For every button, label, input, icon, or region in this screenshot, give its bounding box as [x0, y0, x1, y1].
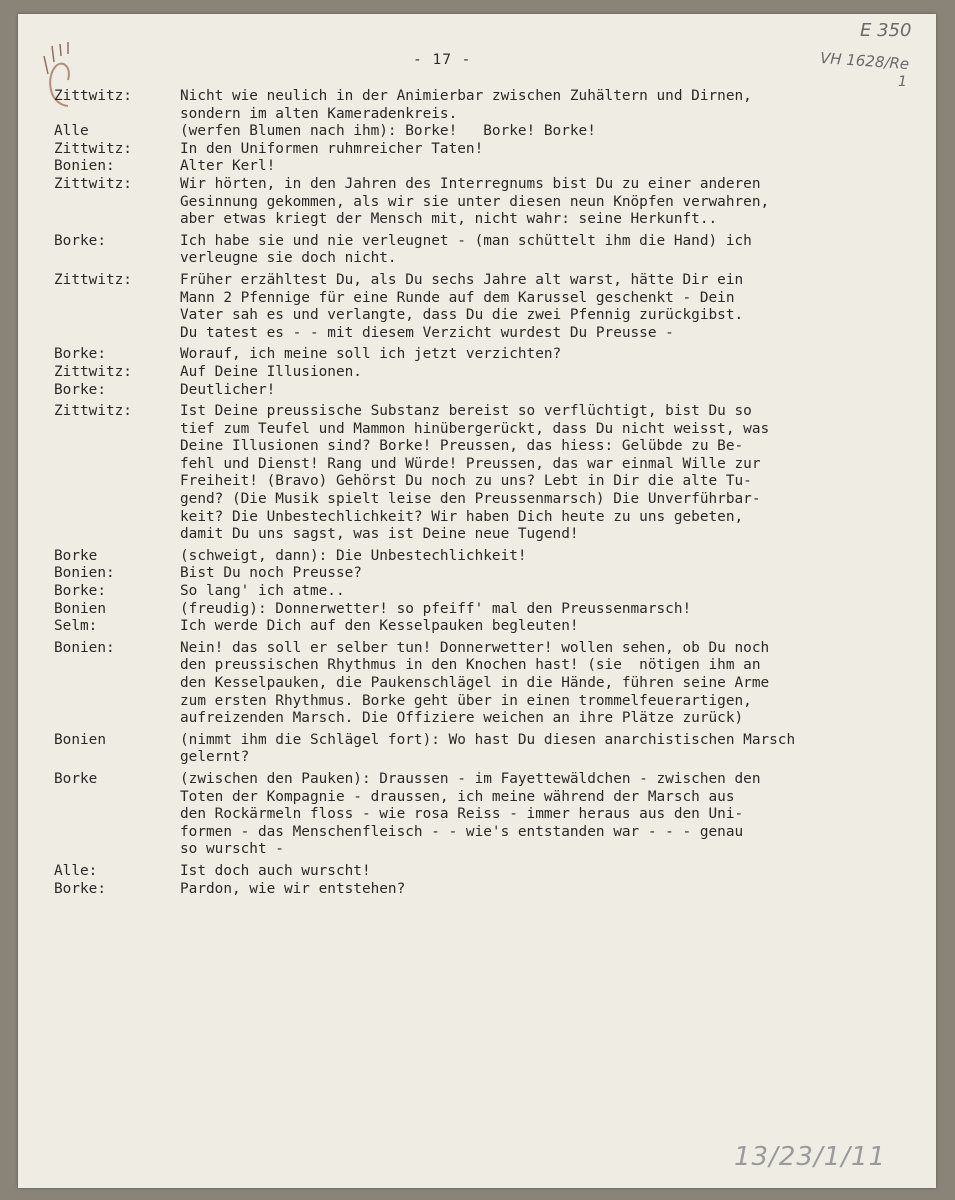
speaker-name: Zittwitz: [54, 140, 132, 157]
dialogue-text: Früher erzähltest Du, als Du sechs Jahre alt warst, hätte Dir ein [180, 271, 744, 288]
dialogue-line [18, 194, 936, 212]
dialogue-text: Bist Du noch Preusse? [180, 565, 362, 582]
typewritten-page [18, 14, 936, 1188]
dialogue-line [18, 863, 936, 881]
speaker-name: Borke: [54, 583, 106, 600]
dialogue-line [18, 526, 936, 544]
dialogue-line [18, 176, 936, 194]
archive-note-signature: VH 1628/Re [819, 48, 910, 74]
dialogue-text: Auf Deine Illusionen. [180, 363, 362, 380]
dialogue-text: formen - das Menschenfleisch - - wie's entstanden war - - - genau [180, 823, 744, 840]
dialogue-line [18, 824, 936, 842]
speaker-name: Borke: [54, 232, 106, 249]
dialogue-line [18, 841, 936, 859]
dialogue-text: Pardon, wie wir entstehen? [180, 880, 406, 897]
dialogue-text: Deutlicher! [180, 381, 276, 398]
dialogue-text: gend? (Die Musik spielt leise den Preussenmarsch) Die Unverführbar- [180, 491, 761, 508]
dialogue-text: zum ersten Rhythmus. Borke geht über in einen trommelfeuerartigen, [180, 692, 752, 709]
dialogue-line [18, 675, 936, 693]
dialogue-line [18, 601, 936, 619]
dialogue-line [18, 106, 936, 124]
script-body [18, 88, 936, 898]
dialogue-line [18, 548, 936, 566]
dialogue-line [18, 141, 936, 159]
dialogue-text: Nein! das soll er selber tun! Donnerwetter! wollen sehen, ob Du noch [180, 639, 770, 656]
speaker-name: Zittwitz: [54, 271, 132, 288]
dialogue-text: Nicht wie neulich in der Animierbar zwischen Zuhältern und Dirnen, [180, 88, 752, 104]
dialogue-text: Gesinnung gekommen, als wir sie unter diesen neun Knöpfen verwahren, [180, 193, 770, 210]
dialogue-line [18, 88, 936, 106]
dialogue-text: Toten der Kompagnie - draussen, ich meine während der Marsch aus [180, 788, 735, 805]
dialogue-line [18, 325, 936, 343]
dialogue-line [18, 158, 936, 176]
dialogue-line [18, 509, 936, 527]
dialogue-line [18, 290, 936, 308]
dialogue-line [18, 491, 936, 509]
speaker-name: Alle: [54, 862, 98, 879]
dialogue-line [18, 657, 936, 675]
dialogue-text: keit? Die Unbestechlichkeit? Wir haben Dich heute zu uns gebeten, [180, 508, 744, 525]
dialogue-text: damit Du uns sagst, was ist Deine neue Tugend! [180, 526, 579, 543]
dialogue-text: Ich werde Dich auf den Kesselpauken begleuten! [180, 618, 579, 635]
dialogue-text: aufreizenden Marsch. Die Offiziere weichen an ihre Plätze zurück) [180, 710, 744, 727]
archive-note-sheet: 1 [898, 74, 907, 90]
speaker-name: Borke: [54, 880, 106, 897]
dialogue-line [18, 438, 936, 456]
dialogue-line [18, 583, 936, 601]
dialogue-line [18, 403, 936, 421]
speaker-name: Bonien: [54, 639, 115, 656]
dialogue-text: gelernt? [180, 749, 250, 766]
speaker-name: Borke: [54, 381, 106, 398]
dialogue-text: sondern im alten Kameradenkreis. [180, 105, 458, 122]
dialogue-text: verleugne sie doch nicht. [180, 250, 397, 267]
dialogue-text: Worauf, ich meine soll ich jetzt verzichten? [180, 346, 562, 363]
dialogue-line [18, 364, 936, 382]
dialogue-text: tief zum Teufel und Mammon hinübergerückt, dass Du nicht weisst, was [180, 420, 770, 437]
dialogue-line [18, 382, 936, 400]
dialogue-text: So lang' ich atme.. [180, 583, 345, 600]
dialogue-text: fehl und Dienst! Rang und Würde! Preussen, das war einmal Wille zur [180, 455, 761, 472]
speaker-name: Zittwitz: [54, 88, 132, 104]
speaker-name: Borke [54, 547, 98, 564]
dialogue-text: Mann 2 Pfennige für eine Runde auf dem Karussel geschenkt - Dein [180, 289, 735, 306]
dialogue-text: (freudig): Donnerwetter! so pfeiff' mal den Preussenmarsch! [180, 600, 692, 617]
speaker-name: Zittwitz: [54, 175, 132, 192]
dialogue-text: aber etwas kriegt der Mensch mit, nicht wahr: seine Herkunft.. [180, 211, 718, 228]
speaker-name: Alle [54, 123, 89, 140]
dialogue-text: Wir hörten, in den Jahren des Interregnums bist Du zu einer anderen [180, 175, 761, 192]
page-number: - 17 - [413, 52, 472, 68]
dialogue-line [18, 749, 936, 767]
dialogue-text: (werfen Blumen nach ihm): Borke! Borke! Borke! [180, 123, 596, 140]
archive-note-bottom: 13/23/1/11 [734, 1142, 887, 1172]
dialogue-line [18, 789, 936, 807]
dialogue-line [18, 123, 936, 141]
dialogue-line [18, 881, 936, 899]
dialogue-text: Freiheit! (Bravo) Gehörst Du noch zu uns? Lebt in Dir die alte Tu- [180, 473, 752, 490]
dialogue-text: Deine Illusionen sind? Borke! Preussen, das hiess: Gelübde zu Be- [180, 438, 744, 455]
dialogue-line [18, 473, 936, 491]
speaker-name: Borke: [54, 346, 106, 363]
speaker-name: Zittwitz: [54, 363, 132, 380]
dialogue-text: Ist doch auch wurscht! [180, 862, 371, 879]
speaker-name: Selm: [54, 618, 98, 635]
dialogue-line [18, 565, 936, 583]
speaker-name: Bonien [54, 600, 106, 617]
dialogue-line [18, 307, 936, 325]
dialogue-line [18, 250, 936, 268]
dialogue-text: Ich habe sie und nie verleugnet - (man schüttelt ihm die Hand) ich [180, 232, 752, 249]
dialogue-text: (nimmt ihm die Schlägel fort): Wo hast Du diesen anarchistischen Marsch [180, 731, 796, 748]
dialogue-line [18, 346, 936, 364]
dialogue-line [18, 806, 936, 824]
dialogue-text: den Kesselpauken, die Paukenschlägel in die Hände, führen seine Arme [180, 675, 770, 691]
dialogue-line [18, 456, 936, 474]
dialogue-text: so wurscht - [180, 841, 284, 858]
dialogue-text: Alter Kerl! [180, 158, 276, 175]
speaker-name: Bonien: [54, 565, 115, 582]
dialogue-line [18, 272, 936, 290]
archive-note-e350: E 350 [860, 20, 912, 41]
dialogue-line [18, 771, 936, 789]
dialogue-line [18, 211, 936, 229]
dialogue-line [18, 732, 936, 750]
dialogue-text: Vater sah es und verlangte, dass Du die zwei Pfennig zurückgibst. [180, 307, 744, 324]
dialogue-text: den preussischen Rhythmus in den Knochen hast! (sie nötigen ihm an [180, 657, 761, 674]
dialogue-text: Du tatest es - - mit diesem Verzicht wurdest Du Preusse - [180, 324, 674, 341]
speaker-name: Bonien [54, 731, 106, 748]
speaker-name: Zittwitz: [54, 403, 132, 420]
dialogue-line [18, 640, 936, 658]
dialogue-line [18, 693, 936, 711]
dialogue-text: (zwischen den Pauken): Draussen - im Fayettewäldchen - zwischen den [180, 770, 761, 787]
dialogue-line [18, 710, 936, 728]
dialogue-line [18, 421, 936, 439]
dialogue-text: (schweigt, dann): Die Unbestechlichkeit! [180, 547, 527, 564]
dialogue-line [18, 233, 936, 251]
speaker-name: Bonien: [54, 158, 115, 175]
dialogue-text: In den Uniformen ruhmreicher Taten! [180, 140, 484, 157]
dialogue-line [18, 618, 936, 636]
speaker-name: Borke [54, 770, 98, 787]
dialogue-text: Ist Deine preussische Substanz bereist so verflüchtigt, bist Du so [180, 403, 752, 420]
dialogue-text: den Rockärmeln floss - wie rosa Reiss - immer heraus aus den Uni- [180, 806, 744, 823]
